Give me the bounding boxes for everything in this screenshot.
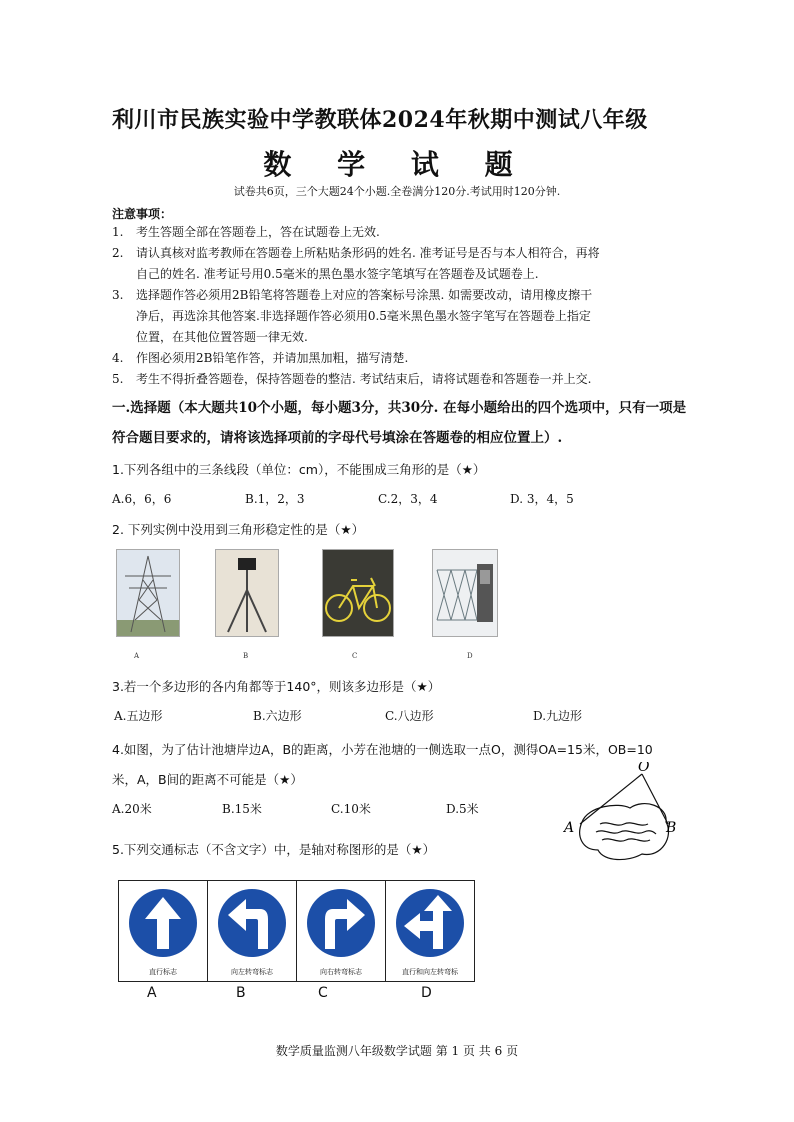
note-item-3 (112, 285, 592, 348)
note-text: 考生答题全部在答题卷上，答在试题卷上无效. (136, 225, 380, 239)
section-1-heading: 一.选择题（本大题共10个小题，每小题3分，共30分. 在每小题给出的四个选项中，只有一项是符合题目要求的，请将该选择项前的字母代号填涂在答题卷的相应位置上）. (112, 400, 687, 446)
question-2-stem: 2. 下列实例中没用到三角形稳定性的是（★） (112, 522, 365, 537)
note-item-2 (112, 243, 600, 285)
image-label-d: D (467, 652, 473, 660)
sign-cell-d (386, 881, 474, 981)
image-label-a: A (134, 652, 140, 660)
option-a: A.6，6，6 (112, 492, 172, 506)
exam-meta: 试卷共6页，三个大题24个小题.全卷满分120分.考试用时120分钟. (233, 185, 561, 198)
question-1-stem: 1.下列各组中的三条线段（单位：cm），不能围成三角形的是（★） (112, 462, 486, 477)
sign-caption: 向左转弯标志 (231, 968, 273, 976)
option-b: B.六边形 (253, 709, 302, 723)
straight-arrow-icon (127, 887, 199, 959)
sign-caption: 直行和向左转弯标 (402, 968, 458, 976)
option-a: A.五边形 (114, 709, 163, 723)
question-4-stem-line-2: 米，A，B间的距离不可能是（★） (112, 772, 303, 787)
image-label-c: C (352, 652, 358, 660)
sign-letter-b: B (236, 985, 246, 1001)
note-text: 选择题作答必须用2B铅笔将答题卷上对应的答案标号涂黑. 如需要改动，请用橡皮擦干 (136, 288, 593, 302)
sign-letter-d: D (421, 985, 432, 1001)
option-c: C.八边形 (385, 709, 434, 723)
note-number: 1. (112, 225, 124, 239)
option-c: C.2，3，4 (378, 492, 438, 506)
sign-cell-a (119, 881, 208, 981)
point-b-label: B (666, 820, 677, 836)
option-d: D. 3，4，5 (510, 492, 574, 506)
sign-caption: 向右转弯标志 (320, 968, 362, 976)
school-title: 利川市民族实验中学教联体2024年秋期中测试八年级 (112, 107, 648, 133)
note-item-5 (112, 369, 591, 390)
note-text: 作图必须用2B铅笔作答，并请加黑加粗，描写清楚. (136, 351, 409, 365)
question-5-stem: 5.下列交通标志（不含文字）中，是轴对称图形的是（★） (112, 842, 436, 857)
note-number: 5. (112, 372, 124, 386)
point-a-label: A (564, 820, 575, 836)
bicycle-image (322, 549, 394, 637)
option-d: D.5米 (446, 802, 479, 816)
sign-letter-a: A (147, 985, 157, 1001)
sign-cell-c (297, 881, 386, 981)
sign-caption: 直行标志 (149, 968, 177, 976)
turn-left-arrow-icon (216, 887, 288, 959)
traffic-signs-panel (118, 880, 475, 982)
note-number: 4. (112, 351, 124, 365)
sign-cell-b (208, 881, 297, 981)
question-3-stem: 3.若一个多边形的各内角都等于140°，则该多边形是（★） (112, 679, 441, 694)
note-text: 自己的姓名. 准考证号用0.5毫米的黑色墨水签字笔填写在答题卷及试题卷上. (136, 267, 539, 281)
question-1-options (0, 490, 794, 510)
subject-title: 数 学 试 题 (263, 148, 531, 181)
sign-letter-c: C (318, 985, 328, 1001)
option-c: C.10米 (331, 802, 371, 816)
note-item-1 (112, 222, 380, 243)
option-b: B.15米 (222, 802, 262, 816)
power-tower-image (116, 549, 180, 637)
note-text: 考生不得折叠答题卷，保持答题卷的整洁. 考试结束后，请将试题卷和答题卷一并上交. (136, 372, 592, 386)
question-4-stem-line-1: 4.如图，为了估计池塘岸边A，B的距离，小芳在池塘的一侧选取一点O，测得OA=15米，OB=10 (112, 742, 653, 757)
camera-tripod-image (215, 549, 279, 637)
option-d: D.九边形 (533, 709, 583, 723)
page-footer: 数学质量监测八年级数学试题 第 1 页 共 6 页 (275, 1044, 519, 1058)
option-b: B.1，2，3 (245, 492, 305, 506)
question-3-options (0, 707, 794, 727)
straight-or-left-arrow-icon (394, 887, 466, 959)
note-number: 3. (112, 288, 124, 302)
notes-title: 注意事项： (112, 207, 173, 221)
image-label-b: B (243, 652, 249, 660)
point-o-label: O (638, 762, 650, 775)
note-text: 请认真核对监考教师在答题卷上所粘贴条形码的姓名. 准考证号是否与本人相符合，再将 (136, 246, 600, 260)
turn-right-arrow-icon (305, 887, 377, 959)
pond-figure (558, 762, 693, 878)
note-number: 2. (112, 246, 124, 260)
note-text: 位置，在其他位置答题一律无效. (136, 330, 308, 344)
folding-gate-image (432, 549, 498, 637)
option-a: A.20米 (112, 802, 152, 816)
note-text: 净后，再选涂其他答案.非选择题作答必须用0.5毫米黑色墨水签字笔写在答题卷上指定 (136, 309, 591, 323)
note-item-4 (112, 348, 408, 369)
